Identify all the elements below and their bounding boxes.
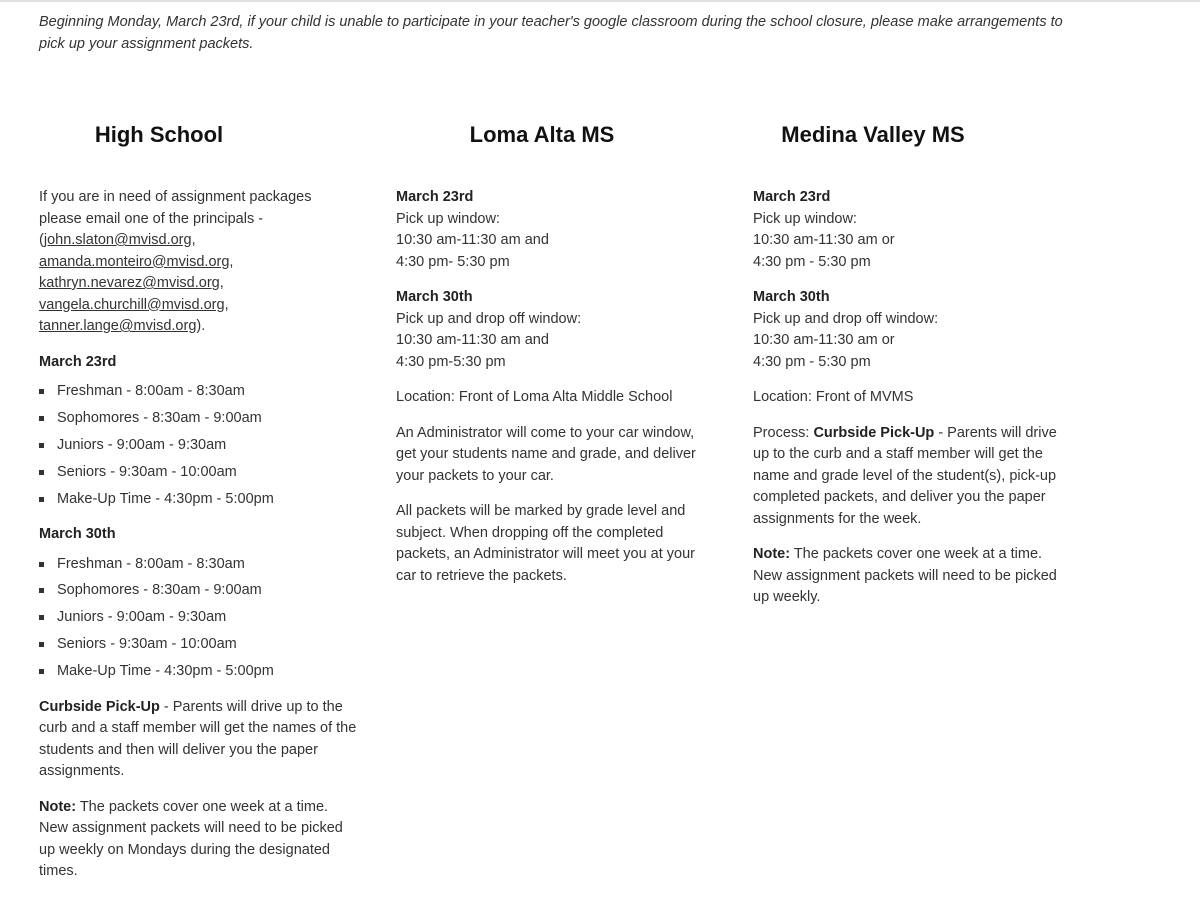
la-march-30-block xyxy=(396,287,706,373)
hs-curbside-label: Curbside Pick-Up xyxy=(39,698,160,715)
list-item: Freshman - 8:00am - 8:30am xyxy=(39,554,357,576)
la-date-march-23: March 23rd xyxy=(396,189,474,205)
mv-note-text: The packets cover one week at a time. New assignment packets will need to be picked up weekly. xyxy=(753,546,1057,605)
list-item: Sophomores - 8:30am - 9:00am xyxy=(39,580,357,602)
list-item: Juniors - 9:00am - 9:30am xyxy=(39,607,357,629)
email-link-lange[interactable]: tanner.lange@mvisd.org xyxy=(39,318,197,334)
hs-curbside-paragraph xyxy=(39,697,357,783)
mv-s1-line: 4:30 pm - 5:30 pm xyxy=(753,253,871,270)
list-item: Freshman - 8:00am - 8:30am xyxy=(39,381,357,403)
la-march-23-block xyxy=(396,187,706,273)
loma-alta-title: Loma Alta MS xyxy=(469,122,615,147)
mv-s1-line: 10:30 am-11:30 am or xyxy=(753,232,895,248)
high-school-email-paragraph: If you are in need of assignment packages please email one of the principals - (john.slaton@mvisd.org, amanda.monteiro@mvisd.org, kathryn.nevarez@mvisd.org, vangela.churchill@mvisd.org, tanner.lange@mvisd.org). xyxy=(39,189,312,334)
mv-s2-line: 4:30 pm - 5:30 pm xyxy=(753,353,871,370)
mv-date-march-23: March 23rd xyxy=(753,189,831,205)
mv-date-march-30: March 30th xyxy=(753,289,830,305)
hs-curbside-text: - Parents will drive up to the curb and a staff member will get the names of the students and then will deliver you the paper assignments. xyxy=(39,698,357,780)
mv-process-paragraph xyxy=(753,423,1071,531)
list-item: Make-Up Time - 4:30pm - 5:00pm xyxy=(39,661,357,683)
high-school-title: High School xyxy=(94,122,224,147)
intro-text: Beginning Monday, March 23rd, if your child is unable to participate in your teacher's google classroom during the school closure, please make arrangements to pick up your assignment packets. xyxy=(39,14,1063,52)
top-divider xyxy=(0,0,1200,2)
la-s1-line: 10:30 am-11:30 am and xyxy=(396,232,549,248)
la-s2-line: 10:30 am-11:30 am and xyxy=(396,332,549,348)
la-s2-line: Pick up and drop off window: xyxy=(396,310,582,327)
email-link-churchill[interactable]: vangela.churchill@mvisd.org xyxy=(39,296,225,313)
la-s2-line: 4:30 pm-5:30 pm xyxy=(396,353,506,370)
mv-s2-line: 10:30 am-11:30 am or xyxy=(753,332,895,348)
hs-schedule-march-23 xyxy=(39,381,357,510)
la-s1-line: Pick up window: xyxy=(396,210,500,227)
medina-valley-title: Medina Valley MS xyxy=(781,122,965,147)
email-link-nevarez[interactable]: kathryn.nevarez@mvisd.org xyxy=(39,275,220,291)
la-s1-line: 4:30 pm- 5:30 pm xyxy=(396,253,510,270)
email-intro: If you are in need of assignment packages please email one of the principals - ( xyxy=(39,189,312,248)
hs-note-label: Note: xyxy=(39,798,77,815)
high-school-column xyxy=(39,118,357,897)
la-packets-paragraph: All packets will be marked by grade level and subject. When dropping off the completed packets, an Administrator will meet you at your car to retrieve the packets. xyxy=(396,503,695,584)
hs-date-march-23: March 23rd xyxy=(39,353,117,370)
list-item: Seniors - 9:30am - 10:00am xyxy=(39,634,357,656)
list-item: Sophomores - 8:30am - 9:00am xyxy=(39,408,357,430)
medina-valley-column xyxy=(753,118,1071,623)
mv-note-paragraph xyxy=(753,544,1071,609)
email-close: ). xyxy=(196,318,206,334)
mv-march-30-block xyxy=(753,287,1071,373)
mv-march-23-block xyxy=(753,187,1071,273)
hs-note-text: The packets cover one week at a time. New assignment packets will need to be picked up weekly on Mondays during the designated times. xyxy=(39,798,343,880)
mv-note-label: Note: xyxy=(753,546,791,562)
hs-date-march-30: March 30th xyxy=(39,526,116,543)
la-location: Location: Front of Loma Alta Middle School xyxy=(396,389,673,405)
mv-s1-line: Pick up window: xyxy=(753,210,857,227)
hs-schedule-march-30 xyxy=(39,554,357,683)
list-item: Seniors - 9:30am - 10:00am xyxy=(39,462,357,484)
email-link-monteiro[interactable]: amanda.monteiro@mvisd.org xyxy=(39,253,230,270)
hs-note-paragraph xyxy=(39,797,357,883)
list-item: Make-Up Time - 4:30pm - 5:00pm xyxy=(39,489,357,511)
la-admin-paragraph: An Administrator will come to your car window, get your students name and grade, and deliver your packets to your car. xyxy=(396,424,696,484)
mv-process-prefix: Process: xyxy=(753,424,814,441)
mv-location: Location: Front of MVMS xyxy=(753,389,914,405)
mv-process-label: Curbside Pick-Up xyxy=(813,424,935,441)
mv-process-text: - Parents will drive up to the curb and a staff member will get the name and grade level of the student(s), pick-up completed packets, and deliver you the paper assignments for the week. xyxy=(753,424,1057,527)
list-item: Juniors - 9:00am - 9:30am xyxy=(39,435,357,457)
email-link-slaton[interactable]: john.slaton@mvisd.org xyxy=(43,232,192,248)
loma-alta-column xyxy=(396,118,706,601)
mv-s2-line: Pick up and drop off window: xyxy=(753,310,939,327)
la-date-march-30: March 30th xyxy=(396,289,473,305)
